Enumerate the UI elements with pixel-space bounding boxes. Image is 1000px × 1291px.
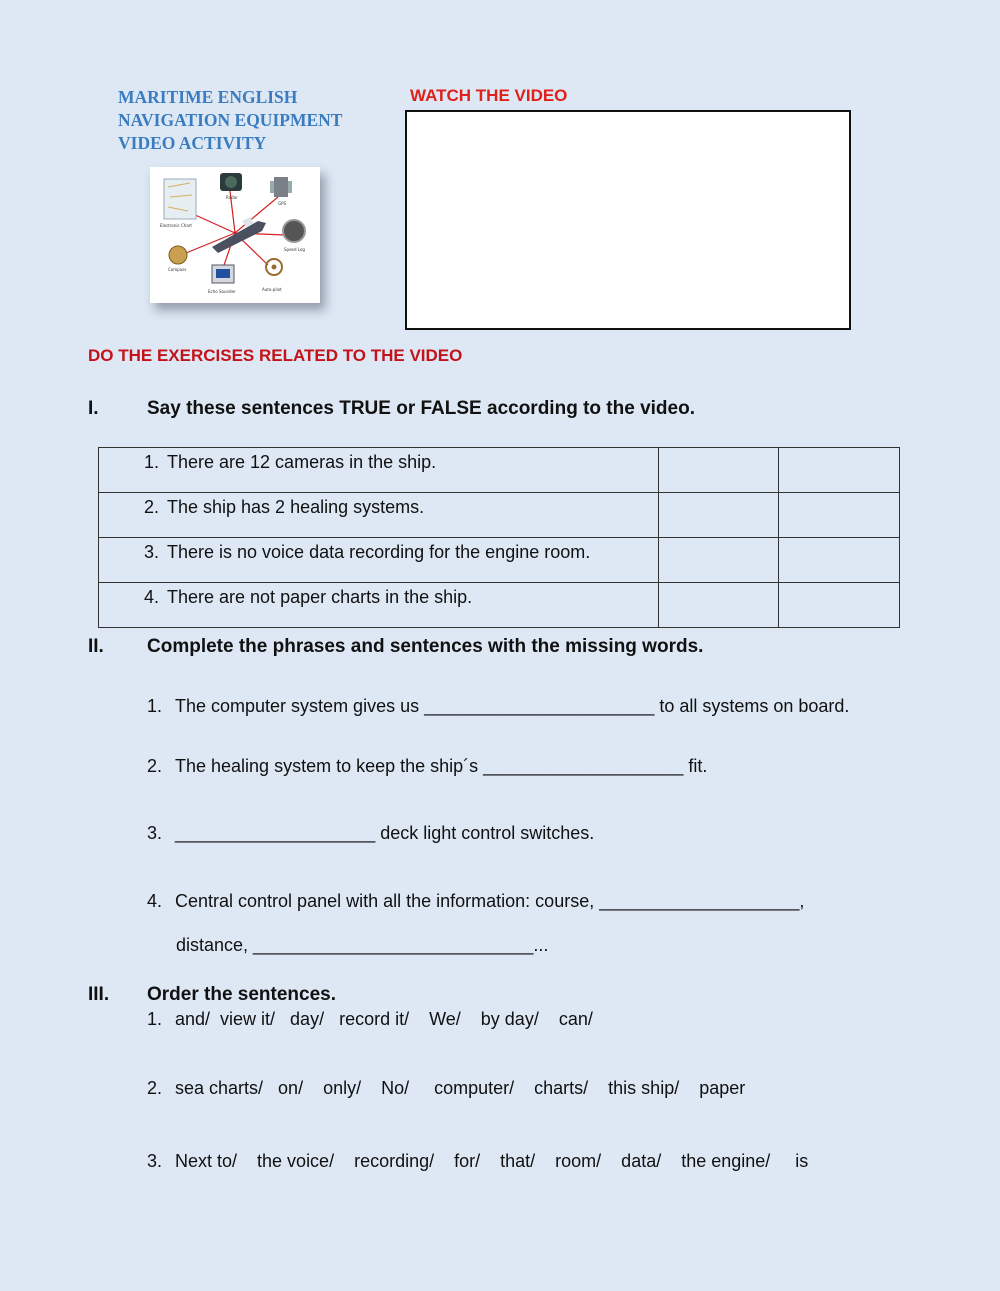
row-number: 4.	[143, 587, 159, 607]
row-number: 1.	[143, 452, 159, 472]
true-answer-cell[interactable]	[658, 538, 779, 583]
item-number: 4.	[147, 891, 163, 911]
table-row	[99, 583, 900, 628]
section-1-number: I.	[88, 398, 99, 419]
list-item	[147, 891, 804, 912]
worksheet-title	[118, 86, 342, 155]
label-gps: GPS	[278, 201, 287, 206]
section-3-number: III.	[88, 984, 110, 1005]
section-3-heading: Order the sentences.	[147, 984, 337, 1005]
row-statement: There is no voice data recording for the engine room.	[167, 542, 591, 562]
title-line-3: VIDEO ACTIVITY	[118, 133, 267, 153]
section-2-heading: Complete the phrases and sentences with the missing words.	[147, 636, 704, 657]
item-text[interactable]: Central control panel with all the information: course, ____________________,	[175, 891, 805, 911]
list-item	[147, 1151, 808, 1172]
gps-icon	[270, 177, 292, 197]
label-electronic-chart: Electronic Chart	[160, 223, 192, 228]
title-line-1: MARITIME ENGLISH	[118, 87, 298, 107]
true-answer-cell[interactable]	[658, 583, 779, 628]
speed-log-icon	[283, 220, 305, 242]
navigation-equipment-diagram	[150, 167, 320, 303]
row-statement: There are 12 cameras in the ship.	[167, 452, 437, 472]
item-number: 3.	[147, 1151, 163, 1171]
label-radar: Radar	[226, 195, 238, 200]
item-number: 2.	[147, 756, 163, 776]
item-text[interactable]: The healing system to keep the ship´s ____________________ fit.	[175, 756, 708, 776]
row-statement: The ship has 2 healing systems.	[167, 497, 425, 517]
true-answer-cell[interactable]	[658, 493, 779, 538]
table-row	[99, 538, 900, 583]
false-answer-cell[interactable]	[779, 583, 900, 628]
item-number: 1.	[147, 1009, 163, 1029]
false-answer-cell[interactable]	[779, 448, 900, 493]
table-row	[99, 448, 900, 493]
item-number: 1.	[147, 696, 163, 716]
item-text: Next to/ the voice/ recording/ for/ that/ room/ data/ the engine/ is	[175, 1151, 809, 1171]
false-answer-cell[interactable]	[779, 538, 900, 583]
exercises-title: DO THE EXERCISES RELATED TO THE VIDEO	[88, 346, 463, 365]
watch-video-label: WATCH THE VIDEO	[410, 86, 568, 105]
table-row	[99, 493, 900, 538]
list-item	[147, 1009, 593, 1030]
row-number: 3.	[143, 542, 159, 562]
label-speed-log: Speed Log	[284, 247, 305, 252]
list-item	[147, 823, 594, 844]
true-answer-cell[interactable]	[658, 448, 779, 493]
label-compass: Compass	[168, 267, 187, 272]
video-player[interactable]	[405, 110, 851, 330]
item-text: and/ view it/ day/ record it/ We/ by day/ can/	[175, 1009, 593, 1029]
list-item	[147, 1078, 745, 1099]
item-text[interactable]: ____________________ deck light control switches.	[175, 823, 595, 843]
list-item	[147, 756, 707, 777]
item-number: 2.	[147, 1078, 163, 1098]
row-statement: There are not paper charts in the ship.	[167, 587, 473, 607]
section-2-number: II.	[88, 636, 104, 657]
item-number: 3.	[147, 823, 163, 843]
false-answer-cell[interactable]	[779, 493, 900, 538]
section-1-heading: Say these sentences TRUE or FALSE according to the video.	[147, 398, 695, 419]
true-false-table	[98, 447, 900, 628]
item-4-continuation[interactable]: distance, ____________________________...	[176, 935, 549, 955]
item-text[interactable]: The computer system gives us _______________________ to all systems on board.	[175, 696, 850, 716]
item-text: sea charts/ on/ only/ No/ computer/ charts/ this ship/ paper	[175, 1078, 746, 1098]
compass-icon	[169, 246, 187, 264]
label-autopilot: Auto-pilot	[262, 287, 282, 292]
title-line-2: NAVIGATION EQUIPMENT	[118, 110, 343, 130]
list-item	[147, 696, 849, 717]
row-number: 2.	[143, 497, 159, 517]
label-echo-sounder: Echo Sounder	[208, 289, 236, 294]
